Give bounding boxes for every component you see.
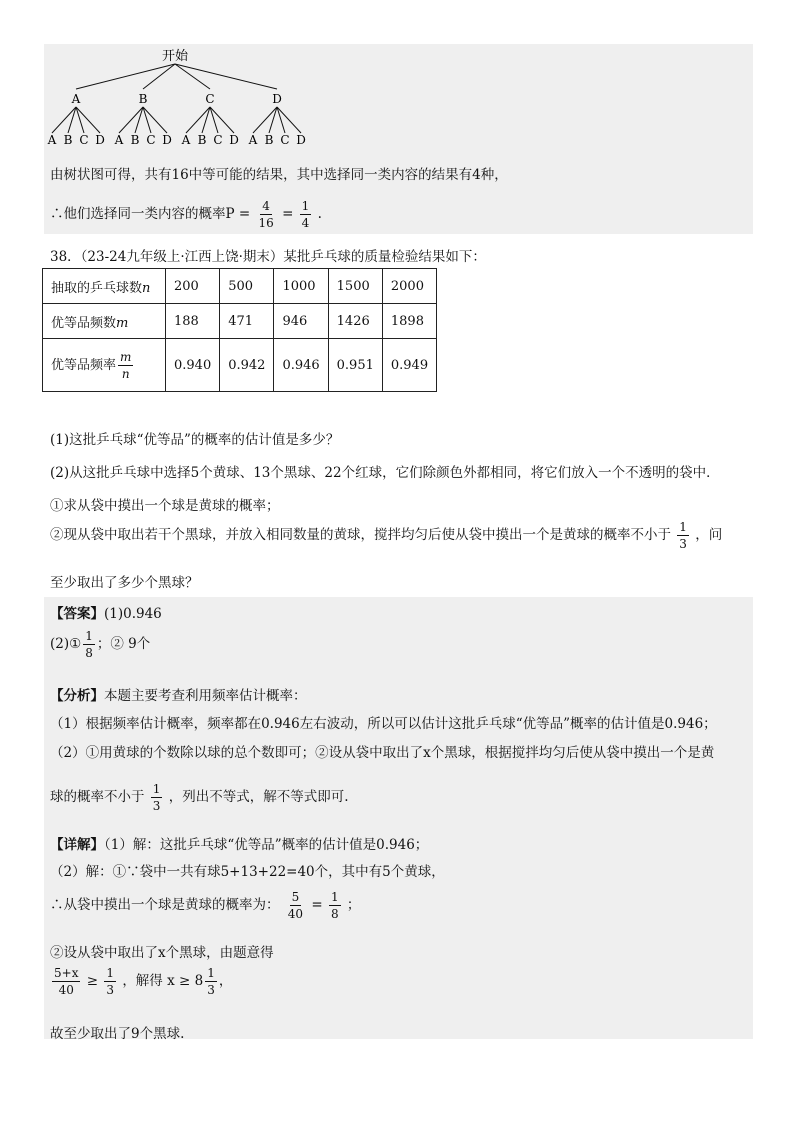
tree-leaf-label: D (162, 133, 172, 147)
fraction: $\frac{1}{4}$ (301, 199, 310, 230)
tree-edge (76, 64, 175, 89)
tree-leaf-label: B (63, 133, 73, 147)
tree-leaf-label: C (213, 133, 223, 147)
fraction: $\frac{1}{3}$ (679, 520, 687, 551)
tree-root: 开始 (161, 49, 189, 64)
tree-leaf-label: D (296, 133, 306, 147)
tree-leaf-label: D (229, 133, 239, 147)
tree-branch-label: A (71, 92, 81, 106)
tree-leaf-label: A (181, 133, 191, 147)
question-part-2b-cont: 至少取出了多少个黑球？ (50, 575, 199, 591)
tree-conclusion: 由树状图可得，共有16中等可能的结果，其中选择同一类内容的结果有4种， (50, 167, 508, 183)
tree-diagram (40, 44, 360, 154)
detail-line-1: 【详解】（1）解：这批乒乓球“优等品”概率的估计值是0.946； (50, 837, 429, 853)
answer-line-1: 【答案】(1)0.946 (50, 606, 162, 622)
tree-branch-label: C (205, 92, 215, 106)
quality-table (42, 268, 437, 392)
tree-branch-label: D (272, 92, 282, 106)
tree-leaf-label: C (280, 133, 290, 147)
probability-result: ∴他们选择同一类内容的概率P = $\frac{4}{16}$ = $\frac{1}{4}$ . (50, 199, 322, 230)
detail-line-2: （2）解：①∵袋中一共有球5+13+22=40个，其中有5个黄球， (50, 864, 445, 880)
question-part-2a: ①求从袋中摸出一个球是黄球的概率； (50, 498, 280, 514)
detail-line-3: ∴从袋中摸出一个球是黄球的概率为： $\frac{5}{40}$ = $\frac{1}{8}$ ； (50, 890, 361, 921)
tree-leaf-label: A (248, 133, 258, 147)
tree-leaf-label: C (146, 133, 156, 147)
detail-line-6: 故至少取出了9个黑球. (50, 1026, 185, 1042)
tree-leaf-label: C (79, 133, 89, 147)
detail-line-5: $\frac{5+x}{40}$ ≥ $\frac{1}{3}$ ，解得 x ≥ 8 $\frac{1}{3}$ ， (54, 966, 233, 997)
fraction: $\frac{1}{3}$ (152, 782, 161, 813)
question-part-1: (1)这批乒乓球“优等品”的概率的估计值是多少？ (50, 432, 340, 448)
tree-leaf-label: D (95, 133, 105, 147)
analysis-p2: （2）①用黄球的个数除以球的总个数即可；②设从袋中取出了x个黑球，根据搅拌均匀后使从袋中摸出一个是黄 (50, 745, 715, 761)
table-row: 抽取的乒乓球数n 200 500 1000 1500 2000 (43, 269, 437, 304)
fraction: $\frac{m}{n}$ (120, 349, 132, 381)
detail-line-4: ②设从袋中取出了x个黑球，由题意得 (50, 945, 274, 961)
table-row: 优等品频率 $\frac{m}{n}$ 0.940 0.942 0.946 0.951 0.949 (43, 339, 437, 392)
fraction: $\frac{4}{16}$ (258, 199, 274, 230)
analysis-label: 【分析】 (50, 688, 104, 704)
analysis-intro: 【分析】本题主要考查利用频率估计概率： (50, 688, 307, 704)
question-part-2: (2)从这批乒乓球中选择5个黄球、13个黑球、22个红球，它们除颜色外都相同，将它们放入一个不透明的袋中． (50, 465, 720, 481)
tree-leaf-label: A (47, 133, 57, 147)
fraction: $\frac{1}{8}$ (85, 629, 93, 660)
tree-leaf-label: B (130, 133, 140, 147)
answer-line-2: (2)① $\frac{1}{8}$ ；② 9个 (50, 629, 151, 660)
answer-label: 【答案】 (50, 606, 104, 622)
fraction: $\frac{5}{40}$ (287, 890, 304, 921)
row-label: 优等品频数m (43, 304, 166, 339)
tree-leaf-label: A (114, 133, 124, 147)
fraction: $\frac{1}{8}$ (330, 890, 339, 921)
tree-branch-label: B (138, 92, 148, 106)
analysis-p1: （1）根据频率估计概率，频率都在0.946左右波动，所以可以估计这批乒乓球“优等品”概率的估计值是0.946； (50, 716, 717, 732)
analysis-p3: 球的概率不小于 $\frac{1}{3}$ ，列出不等式，解不等式即可. (50, 782, 349, 813)
fraction: $\frac{5+x}{40}$ (54, 966, 79, 997)
tree-edge (175, 64, 210, 89)
probability-result-text: ∴他们选择同一类内容的概率P = (50, 206, 255, 222)
tree-leaf-label: B (264, 133, 274, 147)
tree-edge (175, 64, 277, 89)
question-part-2b: ②现从袋中取出若干个黑球，并放入相同数量的黄球，搅拌均匀后使从袋中摸出一个是黄球的概率不小于 $\frac{1}{3}$ ，问 (50, 520, 723, 551)
question-header: 38．（23-24九年级上·江西上饶·期末）某批乒乓球的质量检验结果如下： (50, 249, 486, 265)
table-row: 优等品频数m 188 471 946 1426 1898 (43, 304, 437, 339)
tree-leaf-label: B (197, 133, 207, 147)
row-label: 优等品频率 $\frac{m}{n}$ (43, 339, 166, 392)
fraction: $\frac{1}{3}$ (106, 966, 115, 997)
row-label: 抽取的乒乓球数n (43, 269, 166, 304)
fraction: $\frac{1}{3}$ (207, 966, 215, 997)
detail-label: 【详解】 (50, 837, 104, 853)
